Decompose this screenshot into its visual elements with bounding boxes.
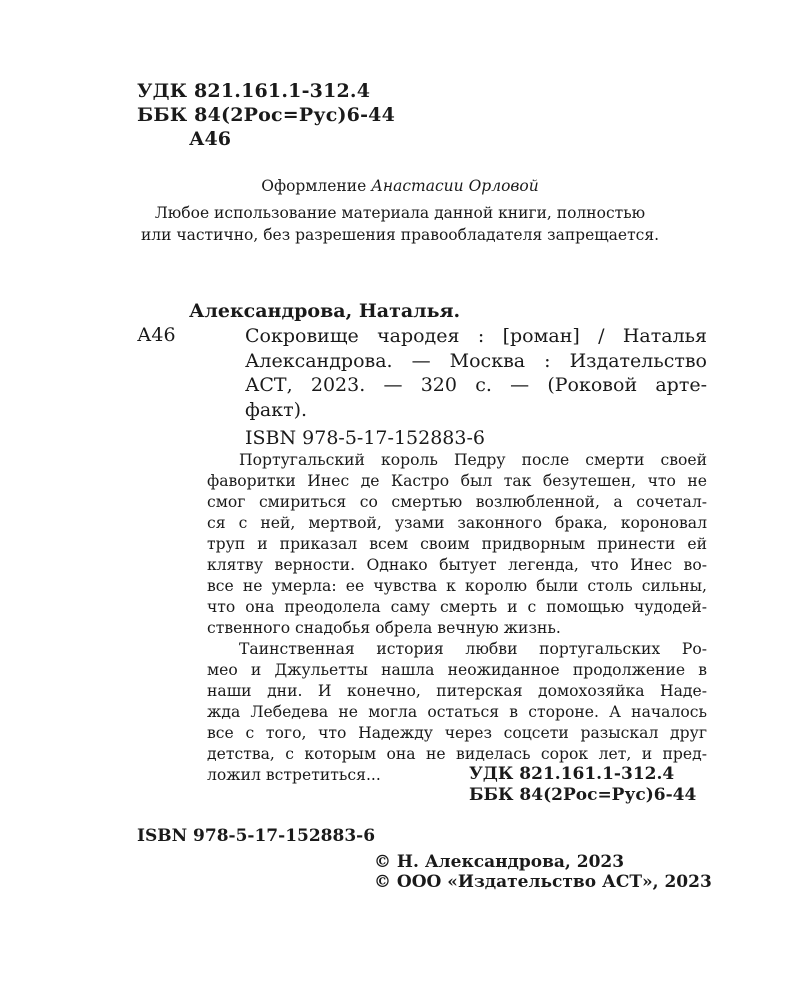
design-credit <box>0 177 800 195</box>
annotation-line: все не умерла: ее чувства к королю были столь сильны, <box>207 577 707 595</box>
annotation-line: фаворитки Инес де Кастро был так безутешен, что не <box>207 472 707 490</box>
copyright-author: © Н. Александрова, 2023 <box>374 852 625 872</box>
annotation-line: что она преодолела саму смерть и с помощью чудодей- <box>207 598 707 616</box>
footer-isbn: ISBN 978-5-17-152883-6 <box>137 826 376 846</box>
annotation-line: клятву верности. Однако бытует легенда, что Инес во- <box>207 556 707 574</box>
annotation-line: мео и Джульетты нашла неожиданное продолжение в <box>207 661 707 679</box>
annotation-line: жда Лебедева не могла остаться в стороне. А началось <box>207 703 707 721</box>
design-name: Анастасии Орловой <box>371 177 539 195</box>
header-author-mark: А46 <box>189 128 231 150</box>
catalog-line: АСТ, 2023. — 320 с. — (Роковой арте- <box>245 374 707 396</box>
catalog-line: Александрова. — Москва : Издательство <box>245 349 707 372</box>
footer-bbk: ББК 84(2Рос=Рус)6-44 <box>469 785 697 805</box>
copyright-publisher: © ООО «Издательство АСТ», 2023 <box>374 872 712 892</box>
annotation-line: Таинственная история любви португальских Ро- <box>239 640 707 658</box>
annotation-line: труп и приказал всем своим придворным принести ей <box>207 535 707 553</box>
annotation-line: наши дни. И конечно, питерская домохозяйка Наде- <box>207 682 707 700</box>
annotation-line: смог смириться со смертью возлюбленной, а сочетал- <box>207 493 707 511</box>
header-udk: УДК 821.161.1-312.4 <box>137 80 371 102</box>
notice-line: или частично, без разрешения правообладателя запрещается. <box>140 226 660 244</box>
annotation <box>207 450 707 786</box>
catalog-line: факт). <box>245 398 308 421</box>
copyright-notice <box>0 202 800 246</box>
annotation-line: Португальский король Педру после смерти своей <box>239 451 707 469</box>
design-label: Оформление <box>261 177 367 195</box>
annotation-line: все с того, что Надежду через соцсети разыскал друг <box>207 724 707 742</box>
notice-line: Любое использование материала данной книги, полностью <box>154 204 646 222</box>
catalog-author: Александрова, Наталья. <box>189 300 461 322</box>
catalog-mark: А46 <box>137 324 176 346</box>
catalog-isbn: ISBN 978-5-17-152883-6 <box>245 427 485 449</box>
annotation-line: ся с ней, мертвой, узами законного брака, короновал <box>207 514 707 532</box>
catalog-description <box>245 324 707 422</box>
footer-udk: УДК 821.161.1-312.4 <box>469 764 675 784</box>
annotation-line: детства, с которым она не виделась сорок лет, и пред- <box>207 745 707 763</box>
annotation-line: ственного снадобья обрела вечную жизнь. <box>207 619 561 637</box>
annotation-paragraph <box>207 450 707 639</box>
annotation-line: ложил встретиться... <box>207 766 381 784</box>
header-bbk: ББК 84(2Рос=Рус)6-44 <box>137 104 396 126</box>
catalog-line: Сокровище чародея : [роман] / Наталья <box>245 325 707 347</box>
